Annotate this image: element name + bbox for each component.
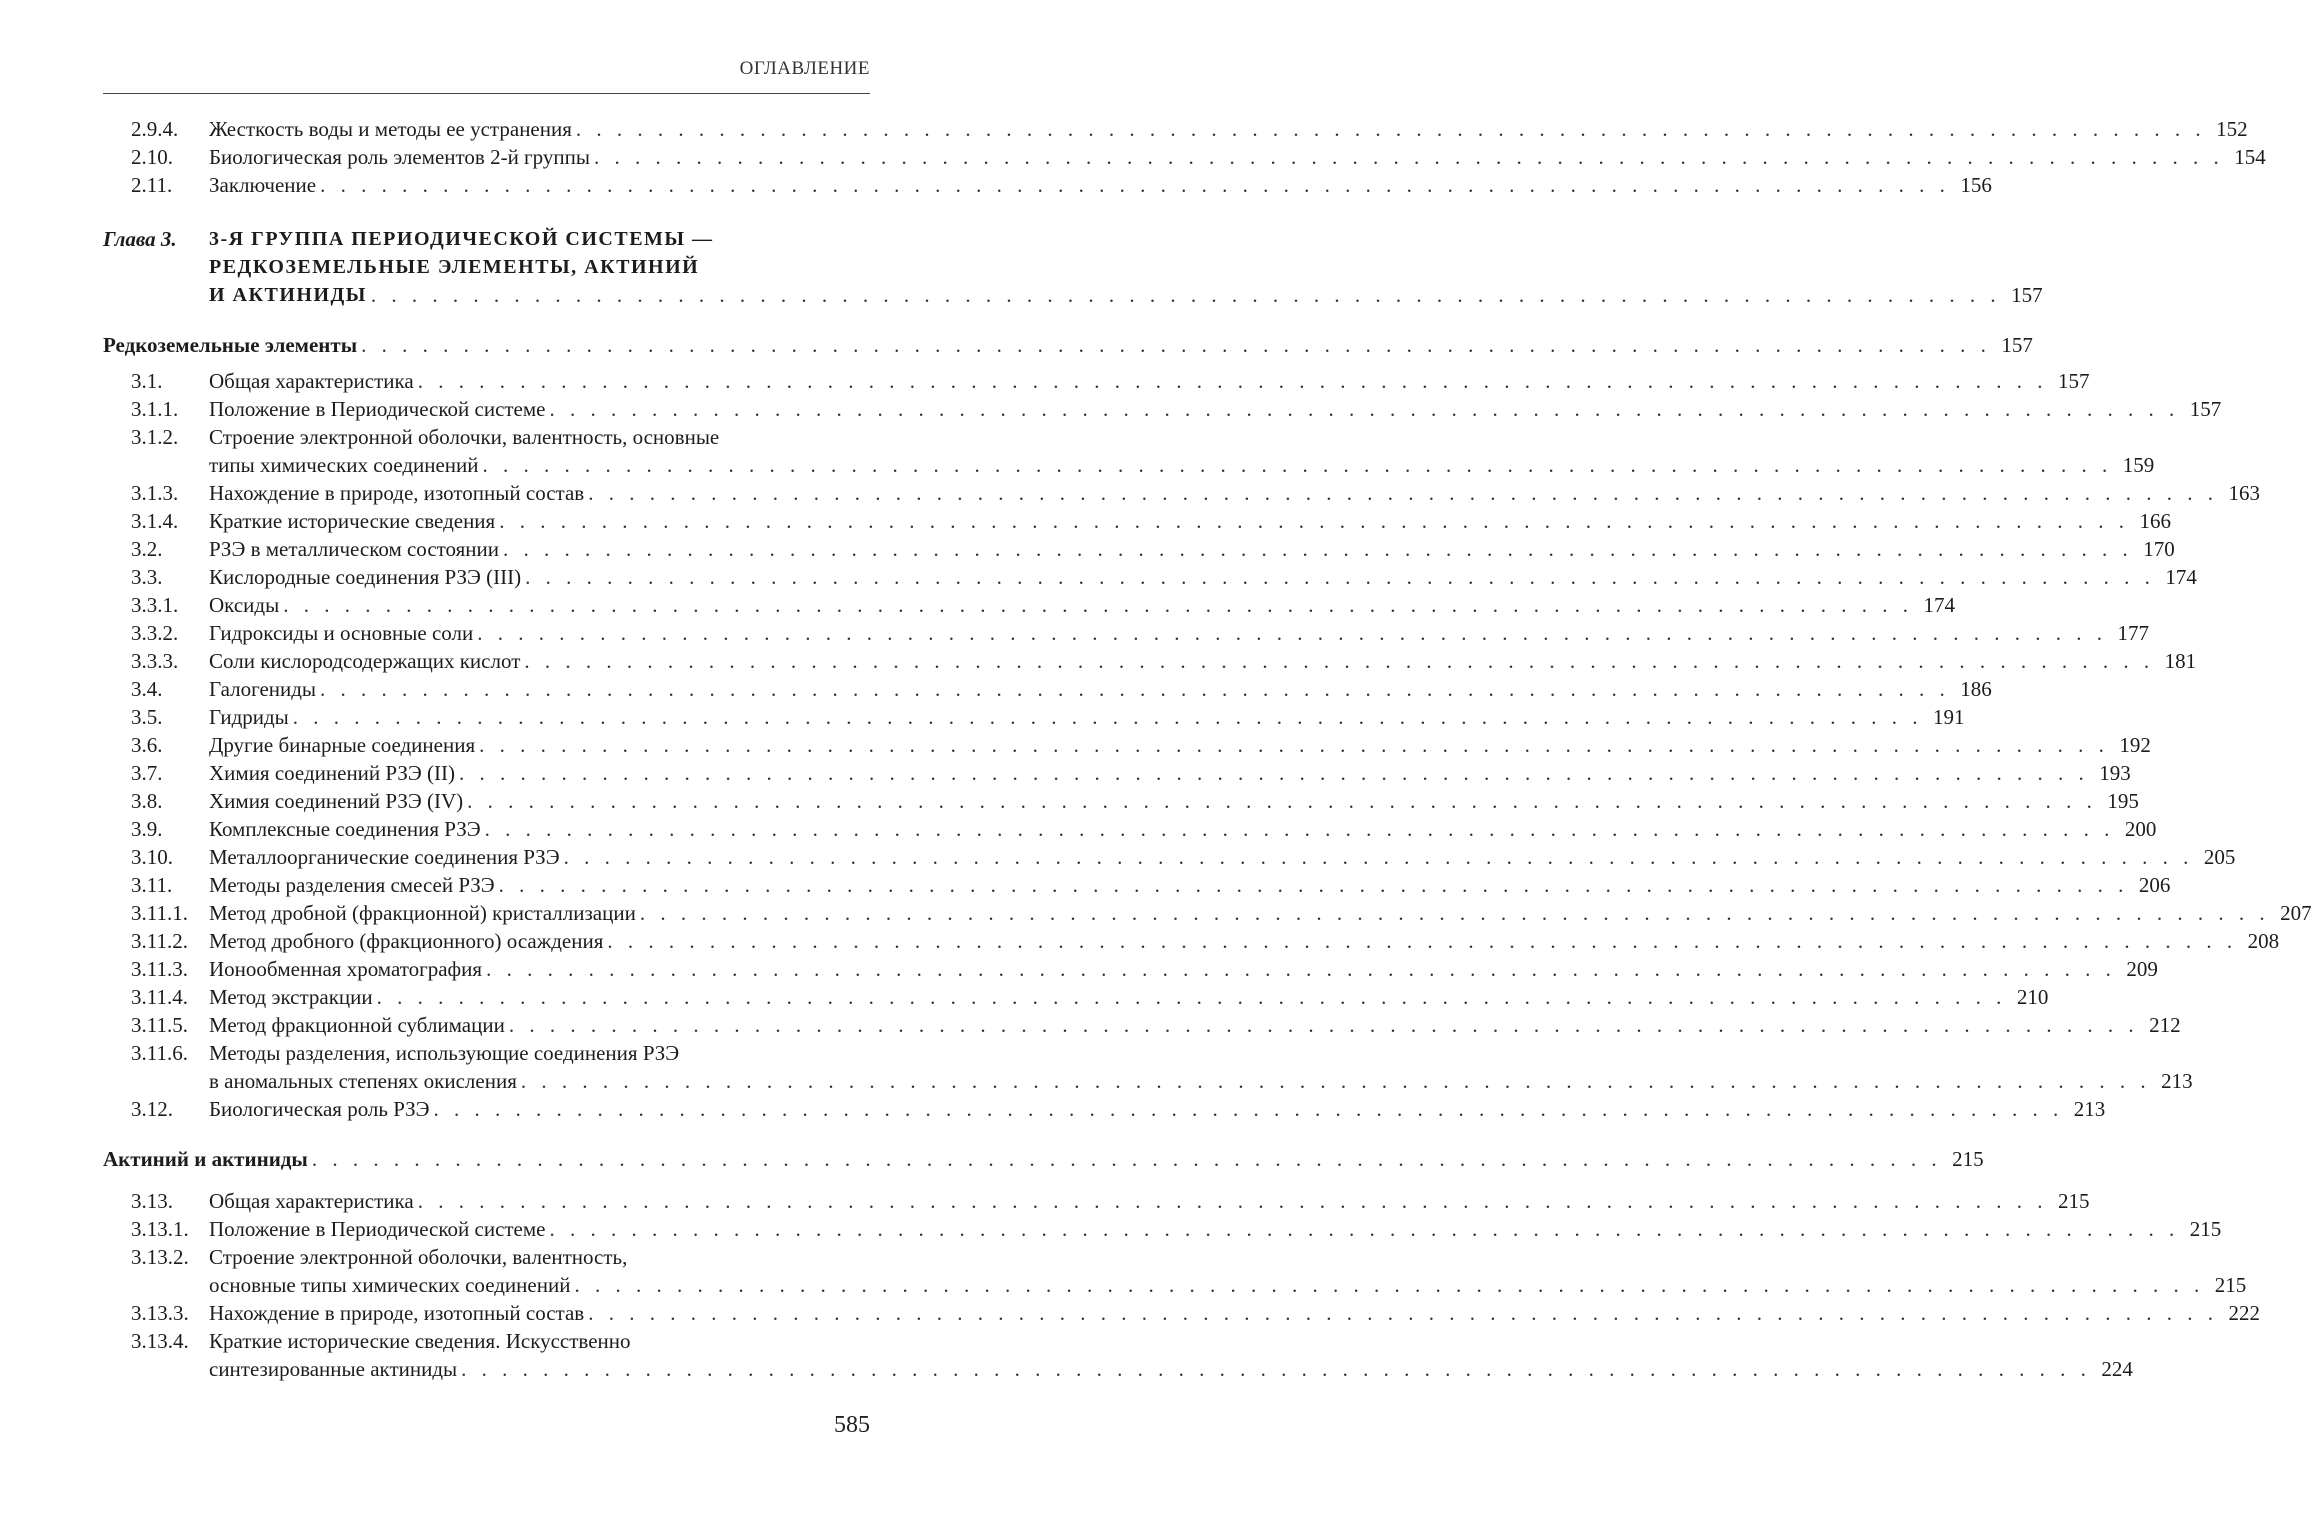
entry-number: 2.10. <box>131 145 173 169</box>
toc-entry <box>103 143 2266 171</box>
toc-entry <box>103 1215 2222 1243</box>
leader-dots <box>479 731 2109 759</box>
entry-number: 3.1.3. <box>131 481 179 505</box>
entry-page-number: 212 <box>2149 1013 2181 1037</box>
entry-number: 3.5. <box>131 705 163 729</box>
leader-dots <box>564 843 2194 871</box>
entry-number: 3.11.5. <box>131 1013 188 1037</box>
entry-page-number: 186 <box>1960 677 1992 701</box>
entry-title: Комплексные соединения РЗЭ <box>209 817 481 841</box>
leader-dots <box>434 1095 2064 1123</box>
entry-number: 3.13.1. <box>131 1217 189 1241</box>
toc-entry <box>103 787 2139 815</box>
toc-entry <box>103 899 2312 927</box>
entry-page-number: 170 <box>2143 537 2175 561</box>
entry-title: Галогениды <box>209 677 317 701</box>
toc-entry <box>103 1187 2090 1215</box>
entry-page-number: 157 <box>2189 397 2222 421</box>
entry-page-number: 215 <box>2057 1189 2090 1213</box>
entry-title: Ионообменная хроматография <box>209 957 483 981</box>
entry-title: РЗЭ в металлическом состоянии <box>209 537 500 561</box>
entry-title: Краткие исторические сведения <box>209 509 496 533</box>
leader-dots <box>461 1355 2091 1383</box>
leader-dots <box>499 507 2129 535</box>
toc-entry <box>103 535 2175 563</box>
toc-group-actinides <box>103 1187 2260 1383</box>
toc-entry <box>103 1299 2260 1327</box>
entry-title: Гидроксиды и основные соли <box>209 621 474 645</box>
entry-number: 3.6. <box>131 733 163 757</box>
leader-dots <box>640 899 2270 927</box>
entry-title: Методы разделения смесей РЗЭ <box>209 873 495 897</box>
entry-title: Другие бинарные соединения <box>209 733 476 757</box>
toc-entry <box>103 367 2090 395</box>
toc-entry <box>103 871 2171 899</box>
chapter-label: Глава 3. <box>103 227 177 251</box>
leader-dots <box>283 591 1913 619</box>
toc-entry <box>103 115 2248 143</box>
entry-number: 3.11.2. <box>131 929 188 953</box>
entry-page-number: 191 <box>1933 705 1965 729</box>
leader-dots <box>607 927 2237 955</box>
entry-page-number: 181 <box>2164 649 2197 673</box>
chapter-title-line-2: РЕДКОЗЕМЕЛЬНЫЕ ЭЛЕМЕНТЫ, АКТИНИЙ <box>209 256 700 278</box>
toc-entry <box>103 731 2151 759</box>
section-page-number: 157 <box>2001 333 2033 357</box>
entry-title-continued: в аномальных степенях окисления <box>209 1069 517 1093</box>
entry-page-number: 222 <box>2228 1301 2260 1325</box>
entry-page-number: 154 <box>2234 145 2266 169</box>
section-title: Актиний и актиниды <box>103 1147 308 1171</box>
section-title: Редкоземельные элементы <box>103 333 358 357</box>
leader-dots <box>499 871 2129 899</box>
chapter-page-number: 157 <box>2011 283 2043 307</box>
leader-dots <box>503 535 2133 563</box>
leader-dots <box>483 451 2113 479</box>
toc-entry <box>103 983 2049 1011</box>
entry-page-number: 177 <box>2117 621 2149 645</box>
leader-dots <box>485 815 2115 843</box>
toc-entry <box>103 927 2280 955</box>
entry-number: 3.11.4. <box>131 985 188 1009</box>
entry-title: Метод дробной (фракционной) кристаллизации <box>209 901 636 925</box>
entry-title: Метод фракционной сублимации <box>209 1013 505 1037</box>
entry-title: Химия соединений РЗЭ (IV) <box>209 789 464 813</box>
entry-page-number: 174 <box>1923 593 1955 617</box>
entry-page-number: 174 <box>2165 565 2197 589</box>
toc-entry <box>103 1011 2181 1039</box>
entry-title: Химия соединений РЗЭ (II) <box>209 761 455 785</box>
entry-title: Гидриды <box>209 705 289 729</box>
leader-dots <box>588 479 2218 507</box>
entry-number: 3.4. <box>131 677 163 701</box>
entry-title-continued: типы химических соединений <box>209 453 479 477</box>
entry-title: Общая характеристика <box>209 1189 414 1213</box>
entry-page-number: 152 <box>2216 117 2248 141</box>
toc-entry <box>103 1095 2106 1123</box>
entry-number: 3.10. <box>131 845 173 869</box>
entry-number: 3.8. <box>131 789 163 813</box>
entry-number: 3.11. <box>131 873 173 897</box>
entry-title: Жесткость воды и методы ее устранения <box>209 117 572 141</box>
leader-dots <box>377 983 2007 1011</box>
entry-number: 3.1.1. <box>131 397 179 421</box>
toc-entry <box>103 675 1992 703</box>
leader-dots <box>467 787 2097 815</box>
page-number: 585 <box>834 1412 870 1438</box>
toc-entry <box>103 395 2222 423</box>
entry-number: 3.1. <box>131 369 163 393</box>
entry-title: Положение в Периодической системе <box>209 397 546 421</box>
toc-entry <box>103 759 2131 787</box>
leader-dots <box>459 759 2089 787</box>
table-of-contents <box>103 115 2312 1383</box>
toc-entry <box>103 955 2158 983</box>
section-heading-actinides <box>103 1145 1984 1173</box>
entry-title-continued: основные типы химических соединений <box>209 1273 571 1297</box>
entry-number: 3.3.3. <box>131 649 179 673</box>
entry-page-number: 213 <box>2073 1097 2106 1121</box>
entry-page-number: 200 <box>2124 817 2157 841</box>
entry-page-number: 213 <box>2161 1069 2193 1093</box>
entry-page-number: 193 <box>2099 761 2131 785</box>
leader-dots <box>477 619 2107 647</box>
entry-page-number: 195 <box>2107 789 2139 813</box>
toc-group-chapter2-end <box>103 115 2266 199</box>
entry-page-number: 206 <box>2138 873 2171 897</box>
section-heading-rare-earth <box>103 331 2033 359</box>
entry-number: 3.1.2. <box>131 425 179 449</box>
entry-number: 3.11.3. <box>131 957 188 981</box>
toc-entry <box>103 647 2197 675</box>
leader-dots <box>588 1299 2218 1327</box>
toc-entry <box>103 815 2157 843</box>
entry-title: Биологическая роль элементов 2-й группы <box>209 145 590 169</box>
entry-title: Краткие исторические сведения. Искусственно <box>209 1329 631 1353</box>
entry-page-number: 156 <box>1960 173 1992 197</box>
entry-title: Метод экстракции <box>209 985 373 1009</box>
leader-dots <box>293 703 1923 731</box>
entry-page-number: 224 <box>2101 1357 2133 1381</box>
entry-page-number: 163 <box>2228 481 2260 505</box>
entry-number: 3.13.4. <box>131 1329 189 1353</box>
toc-entry <box>103 479 2260 507</box>
leader-dots <box>576 115 2206 143</box>
entry-number: 3.3. <box>131 565 163 589</box>
entry-title: Положение в Периодической системе <box>209 1217 546 1241</box>
toc-entry <box>103 171 1992 199</box>
entry-number: 3.3.1. <box>131 593 179 617</box>
leader-dots <box>320 675 1950 703</box>
entry-title: Строение электронной оболочки, валентность, <box>209 1245 628 1269</box>
toc-entry <box>103 843 2236 871</box>
header-rule <box>103 93 870 94</box>
entry-page-number: 210 <box>2016 985 2049 1009</box>
leader-dots <box>418 367 2048 395</box>
entry-number: 3.13. <box>131 1189 173 1213</box>
entry-title: Строение электронной оболочки, валентность, основные <box>209 425 720 449</box>
entry-title: Общая характеристика <box>209 369 414 393</box>
leader-dots <box>550 395 2180 423</box>
leader-dots <box>371 281 2001 309</box>
toc-entry <box>103 703 1965 731</box>
entry-page-number: 208 <box>2247 929 2280 953</box>
entry-title: Биологическая роль РЗЭ <box>209 1097 430 1121</box>
entry-number: 3.11.6. <box>131 1041 188 1065</box>
leader-dots <box>525 563 2155 591</box>
entry-title: Металлоорганические соединения РЗЭ <box>209 845 560 869</box>
entry-number: 3.1.4. <box>131 509 179 533</box>
entry-page-number: 205 <box>2203 845 2236 869</box>
entry-title: Оксиды <box>209 593 280 617</box>
leader-dots <box>521 1067 2151 1095</box>
entry-number: 3.3.2. <box>131 621 179 645</box>
chapter-title-line-3: И АКТИНИДЫ <box>209 284 367 306</box>
entry-title: Методы разделения, использующие соединения РЗЭ <box>209 1041 680 1065</box>
toc-group-rare-earth <box>103 367 2312 1123</box>
entry-title: Соли кислородсодержащих кислот <box>209 649 521 673</box>
entry-page-number: 209 <box>2126 957 2158 981</box>
entry-title: Заключение <box>209 173 317 197</box>
running-head: ОГЛАВЛЕНИЕ <box>739 58 870 79</box>
entry-page-number: 215 <box>2189 1217 2222 1241</box>
entry-title: Нахождение в природе, изотопный состав <box>209 1301 585 1325</box>
toc-entry <box>103 1327 2133 1383</box>
entry-title: Метод дробного (фракционного) осаждения <box>209 929 604 953</box>
entry-page-number: 215 <box>2214 1273 2247 1297</box>
entry-number: 3.13.2. <box>131 1245 189 1269</box>
entry-number: 3.9. <box>131 817 163 841</box>
chapter-heading <box>103 225 2043 309</box>
entry-page-number: 159 <box>2122 453 2155 477</box>
leader-dots <box>418 1187 2048 1215</box>
entry-number: 3.7. <box>131 761 163 785</box>
entry-title: Нахождение в природе, изотопный состав <box>209 481 585 505</box>
leader-dots <box>574 1271 2204 1299</box>
leader-dots <box>486 955 2116 983</box>
entry-number: 2.9.4. <box>131 117 179 141</box>
toc-entry <box>103 507 2171 535</box>
entry-number: 3.2. <box>131 537 163 561</box>
entry-page-number: 207 <box>2280 901 2312 925</box>
leader-dots <box>594 143 2224 171</box>
leader-dots <box>320 171 1950 199</box>
toc-entry <box>103 1039 2193 1095</box>
entry-number: 2.11. <box>131 173 173 197</box>
section-page-number: 215 <box>1952 1147 1984 1171</box>
toc-entry <box>103 563 2197 591</box>
toc-entry <box>103 423 2155 479</box>
chapter-title-line-1: 3-Я ГРУППА ПЕРИОДИЧЕСКОЙ СИСТЕМЫ — <box>209 228 714 250</box>
leader-dots <box>550 1215 2180 1243</box>
leader-dots <box>509 1011 2139 1039</box>
leader-dots <box>312 1145 1942 1173</box>
entry-number: 3.11.1. <box>131 901 188 925</box>
entry-number: 3.12. <box>131 1097 173 1121</box>
toc-entry <box>103 591 1955 619</box>
toc-entry <box>103 619 2149 647</box>
leader-dots <box>361 331 1991 359</box>
entry-title-continued: синтезированные актиниды <box>209 1357 458 1381</box>
entry-title: Кислородные соединения РЗЭ (III) <box>209 565 522 589</box>
toc-entry <box>103 1243 2247 1299</box>
entry-page-number: 157 <box>2057 369 2090 393</box>
entry-page-number: 192 <box>2119 733 2151 757</box>
entry-number: 3.13.3. <box>131 1301 189 1325</box>
entry-page-number: 166 <box>2139 509 2171 533</box>
leader-dots <box>524 647 2154 675</box>
